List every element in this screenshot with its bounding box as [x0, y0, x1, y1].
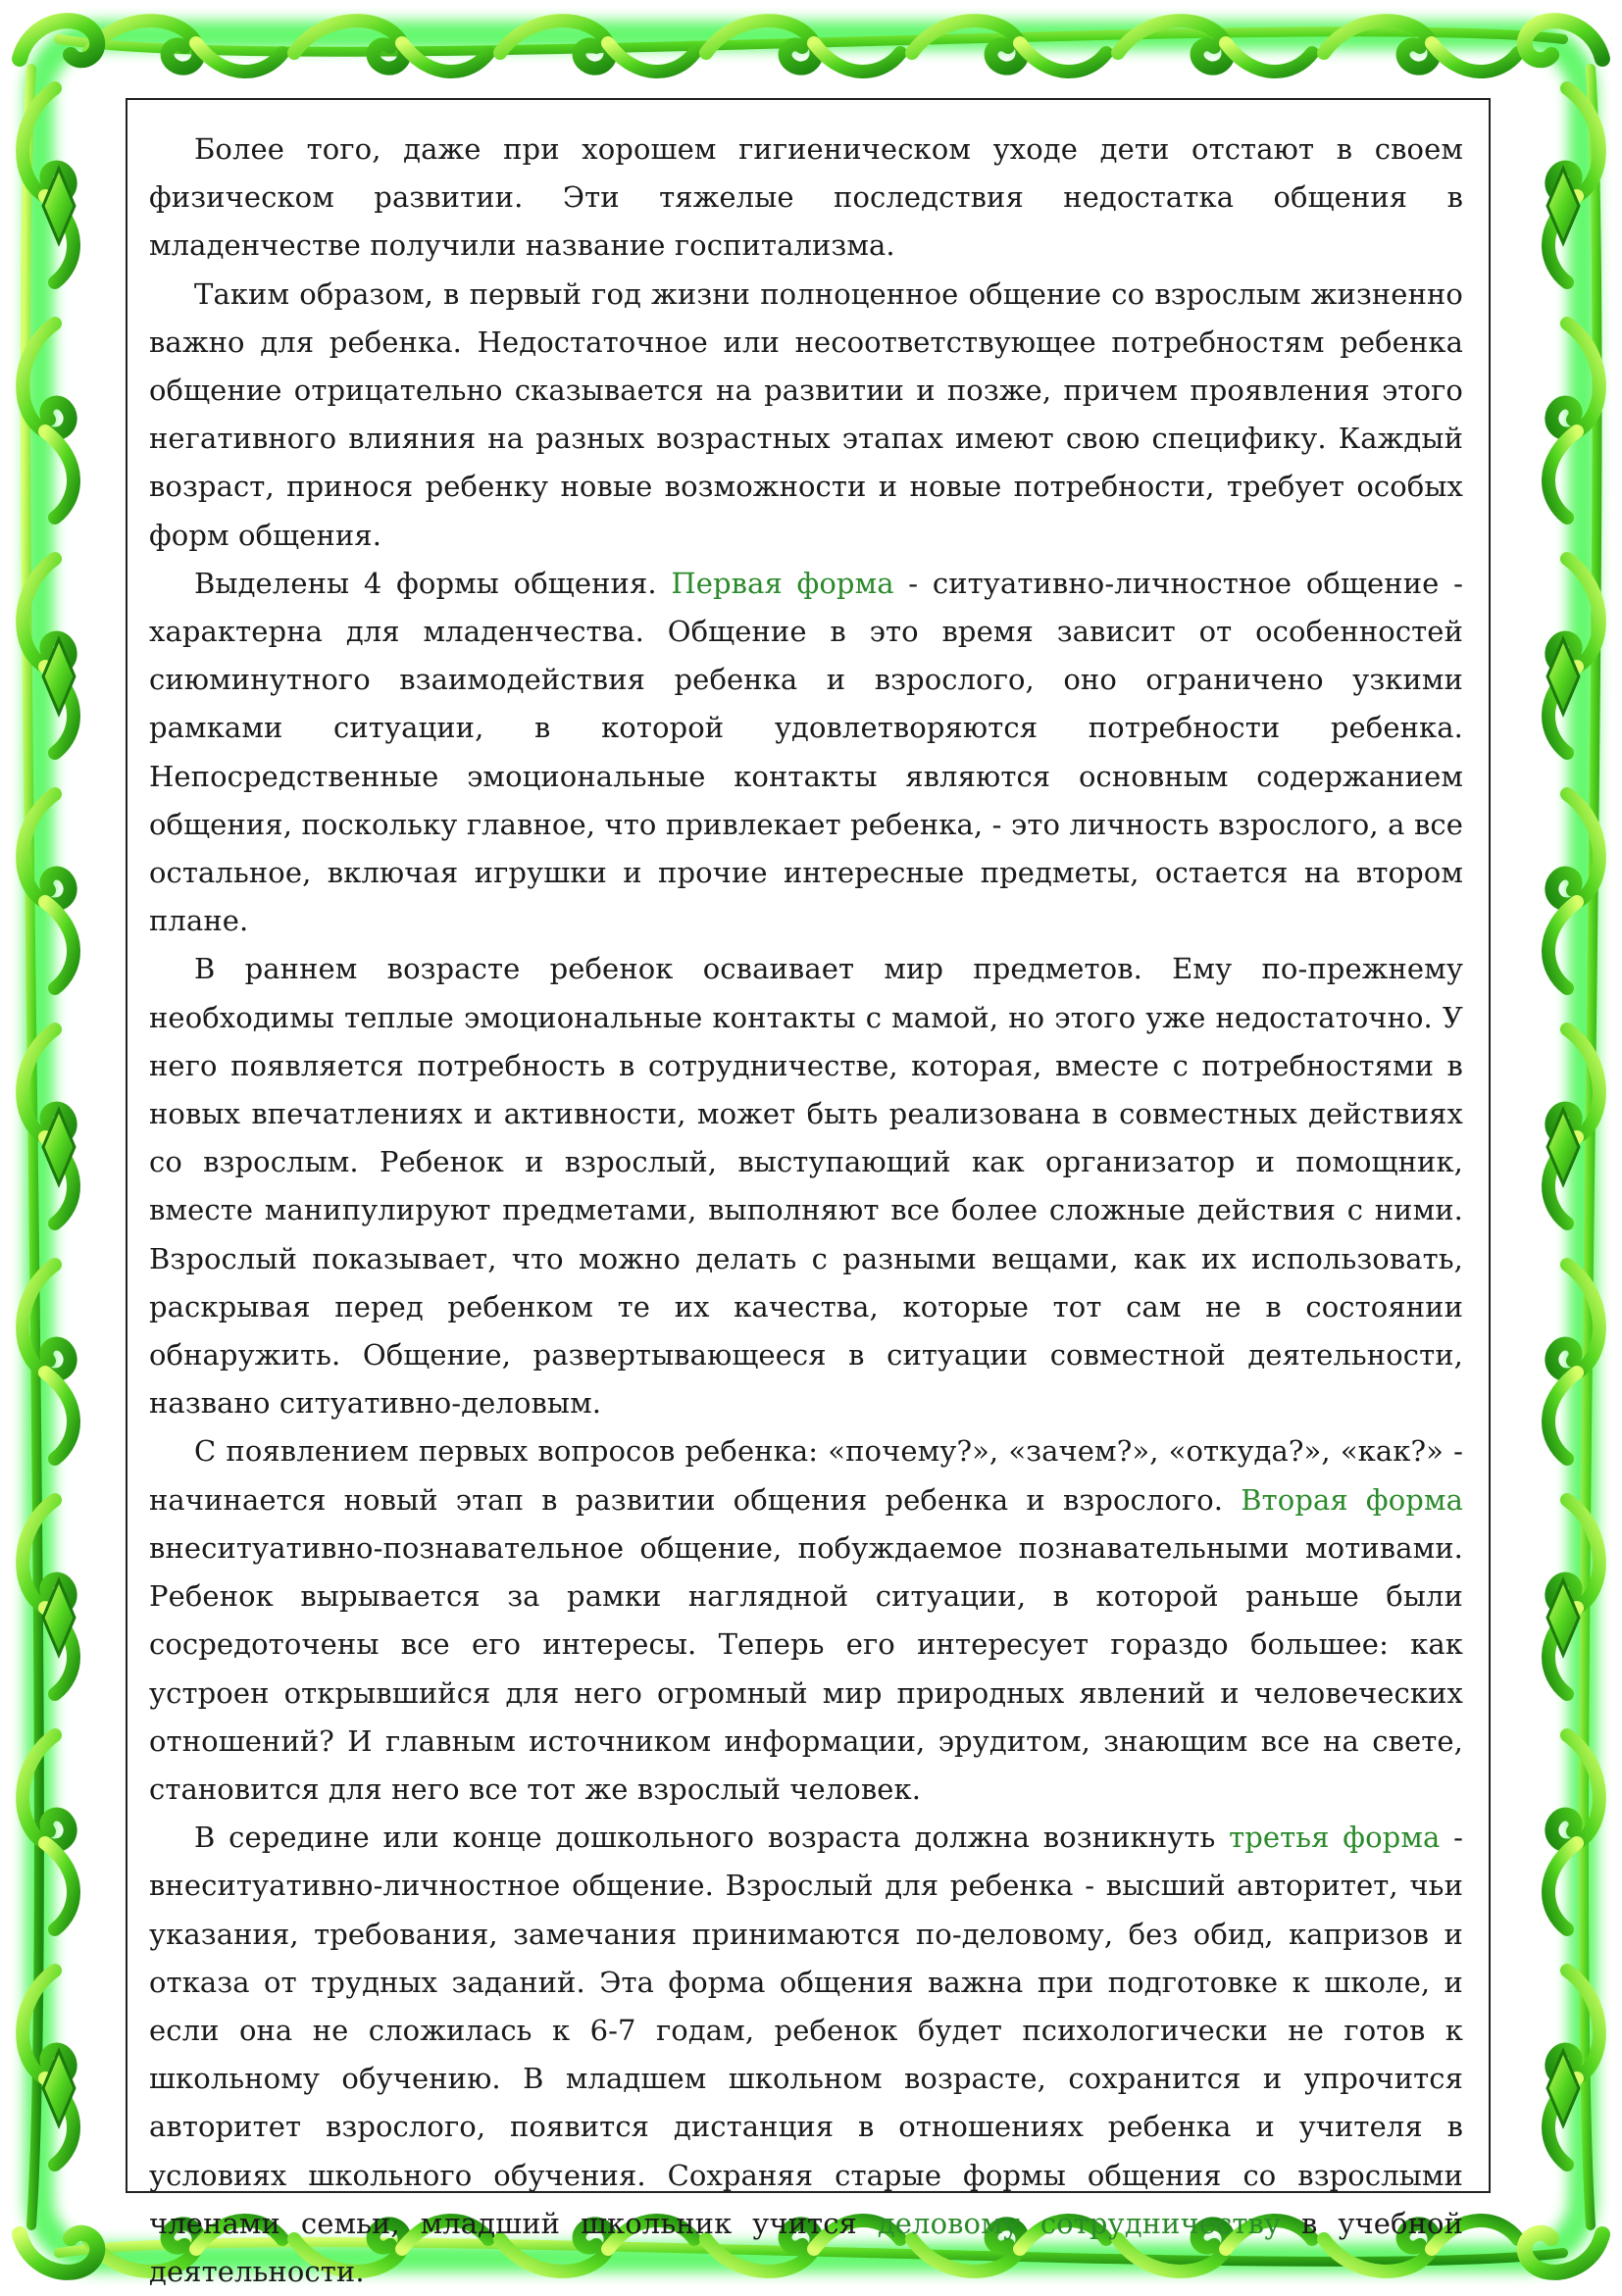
text-run: внеситуативно-познавательное общение, побуждаемое познавательными мотивами. Ребенок вырывается за рамки наглядной ситуации, в которой раньше были сосредоточены все его интересы. Теперь его интересует гораздо большее: как устроен открывшийся для него огромный мир природных явлений и человеческих отношений? И главным источником информации, эрудитом, знающим все на свете, становится для него все тот же взрослый человек. — [149, 1530, 1463, 1806]
highlighted-term: третья форма — [1229, 1821, 1441, 1855]
highlighted-term: деловому сотрудничеству — [877, 2206, 1282, 2240]
text-run: - ситуативно-личностное общение - характерна для младенчества. Общение в это время зависит от особенностей сиюминутного взаимодействия ребенка и взрослого, оно ограничено узкими рамками ситуации, в которой удовлетворяются потребности ребенка. Непосредственные эмоциональные контакты являются основным содержанием общения, поскольку главное, что привлекает ребенка, - это личность взрослого, а все остальное, включая игрушки и прочие интересные предметы, остается на втором плане. — [149, 566, 1463, 938]
text-run: в учебной деятельности. — [149, 2206, 1463, 2288]
highlighted-term: Вторая форма — [1241, 1482, 1463, 1517]
text-run: Таким образом, в первый год жизни полноценное общение со взрослым жизненно важно для ребенка. Недостаточное или несоответствующее потребностям ребенка общение отрицательно сказывается на развитии и позже, причем проявления этого негативного влияния на разных возрастных этапах имеют свою специфику. Каждый возраст, принося ребенку новые возможности и новые потребности, требует особых форм общения. — [149, 276, 1463, 552]
text-run: С появлением первых вопросов ребенка: «почему?», «зачем?», «откуда?», «как?» - начинается новый этап в развитии общения ребенка и взрослого. — [149, 1434, 1463, 1517]
paragraph — [149, 271, 1463, 560]
highlighted-term: Первая форма — [671, 566, 894, 600]
paragraph — [149, 945, 1463, 1427]
paragraph — [149, 1814, 1463, 2296]
paragraph — [149, 125, 1463, 271]
paragraph — [149, 1427, 1463, 1814]
text-run: - внеситуативно-личностное общение. Взрослый для ребенка - высший авторитет, чьи указания, требования, замечания принимаются по-деловому, без обид, капризов и отказа от трудных заданий. Эта форма общения важна при подготовке к школе, и если она не сложилась к 6-7 годам, ребенок будет психологически не готов к школьному обучению. В младшем школьном возрасте, сохранится и упрочится авторитет взрослого, появится дистанция в отношениях ребенка и учителя в условиях школьного обучения. Сохраняя старые формы общения со взрослыми членами семьи, младший школьник учится — [149, 1821, 1463, 2240]
text-run: Более того, даже при хорошем гигиеническом уходе дети отстают в своем физическом развитии. Эти тяжелые последствия недостатка общения в младенчестве получили название госпитализма. — [149, 132, 1463, 263]
text-run: В раннем возрасте ребенок осваивает мир предметов. Ему по-прежнему необходимы теплые эмоциональные контакты с мамой, но этого уже недостаточно. У него появляется потребность в сотрудничестве, которая, вместе с потребностями в новых впечатлениях и активности, может быть реализована в совместных действиях со взрослым. Ребенок и взрослый, выступающий как организатор и помощник, вместе манипулируют предметами, выполняют все более сложные действия с ними. Взрослый показывает, что можно делать с разными вещами, как их использовать, раскрывая перед ребенком те их качества, которые тот сам не в состоянии обнаружить. Общение, развертывающееся в ситуации совместной деятельности, названо ситуативно-деловым. — [149, 952, 1463, 1421]
text-run: В середине или конце дошкольного возраста должна возникнуть — [194, 1821, 1230, 1855]
text-run: Выделены 4 формы общения. — [194, 566, 672, 600]
paragraph — [149, 560, 1463, 946]
text-panel — [126, 98, 1491, 2288]
